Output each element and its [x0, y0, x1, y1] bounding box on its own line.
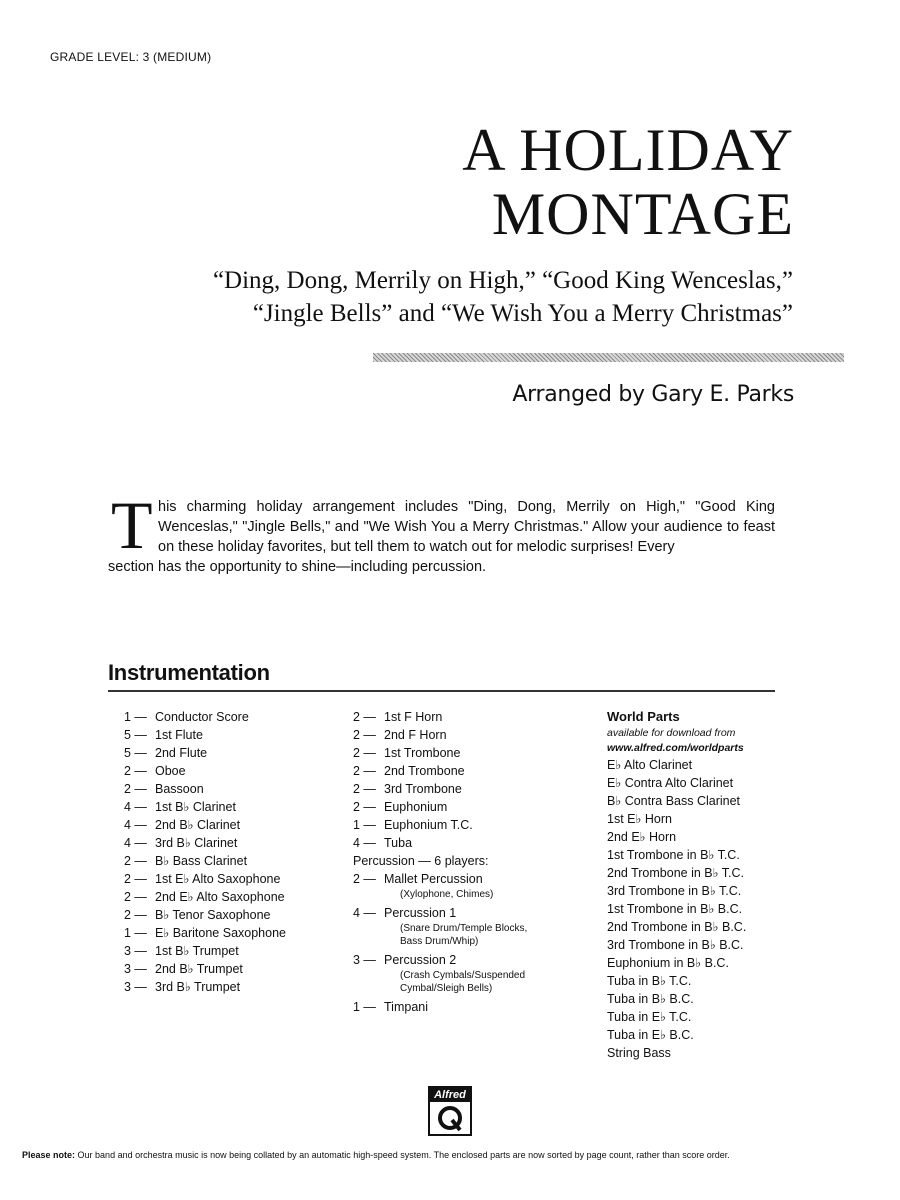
drop-cap: T	[111, 487, 153, 563]
brass-list	[353, 708, 583, 852]
world-part-item: 3rd Trombone in B♭ B.C.	[607, 938, 744, 952]
world-part-item: E♭ Contra Alto Clarinet	[607, 776, 734, 790]
logo-emblem-icon	[430, 1102, 470, 1134]
world-parts-column	[607, 708, 807, 1062]
list-item: 2 — B♭ Bass Clarinet	[124, 854, 248, 868]
instrument-detail: (Snare Drum/Temple Blocks,	[400, 923, 528, 934]
subtitle-line-1: “Ding, Dong, Merrily on High,” “Good King Wenceslas,”	[212, 267, 793, 294]
subtitle	[213, 264, 793, 330]
world-parts-list	[607, 756, 807, 1062]
instrument-detail: Cymbal/Sleigh Bells)	[400, 983, 493, 994]
footer-note	[22, 1150, 852, 1161]
title-line-1: A HOLIDAY	[462, 117, 794, 183]
list-item: 1 — Conductor Score	[124, 710, 249, 724]
world-parts-note: available for download from	[607, 727, 736, 739]
list-item: 4 — 3rd B♭ Clarinet	[124, 836, 238, 850]
world-part-item: 1st Trombone in B♭ T.C.	[607, 848, 740, 862]
percussion-label: Percussion — 6 players:	[353, 854, 489, 868]
world-part-item: 2nd Trombone in B♭ T.C.	[607, 866, 744, 880]
list-item: 2 — Euphonium	[353, 800, 448, 814]
list-item: 2 — Mallet Percussion	[353, 872, 483, 886]
list-item: 2 — 3rd Trombone	[353, 782, 462, 796]
list-item: 4 — 2nd B♭ Clarinet	[124, 818, 241, 832]
logo-wordmark: Alfred	[430, 1088, 470, 1102]
world-part-item: B♭ Contra Bass Clarinet	[607, 794, 741, 808]
footer-text: Our band and orchestra music is now being collated by an automatic high-speed system. The enclosed parts are now sorted by page count, rather than score order.	[77, 1150, 730, 1160]
world-part-item: Tuba in E♭ B.C.	[607, 1028, 694, 1042]
list-item: 3 — 1st B♭ Trumpet	[124, 944, 239, 958]
world-part-item: String Bass	[607, 1046, 671, 1060]
instrument-detail: Bass Drum/Whip)	[400, 936, 479, 947]
title-line-2: MONTAGE	[491, 181, 794, 247]
list-item: 1 — Euphonium T.C.	[353, 818, 473, 832]
list-item: 5 — 2nd Flute	[124, 746, 208, 760]
world-part-item: 2nd E♭ Horn	[607, 830, 677, 844]
arranger-credit: Arranged by Gary E. Parks	[512, 382, 794, 407]
world-part-item: Tuba in B♭ B.C.	[607, 992, 694, 1006]
world-part-item: E♭ Alto Clarinet	[607, 758, 693, 772]
world-parts-url: www.alfred.com/worldparts	[607, 742, 744, 754]
list-item: 2 — 1st Trombone	[353, 746, 461, 760]
list-item: 4 — Tuba	[353, 836, 413, 850]
list-item: 1 — E♭ Baritone Saxophone	[124, 926, 286, 940]
list-item: 1 — Timpani	[353, 1000, 428, 1014]
instrument-column-2	[353, 708, 583, 1016]
page-title	[462, 118, 794, 246]
instrumentation-heading: Instrumentation	[108, 660, 270, 685]
instrument-column-1	[124, 708, 334, 996]
list-item: 2 — 2nd F Horn	[353, 728, 447, 742]
footer-label: Please note:	[22, 1150, 76, 1160]
list-item: 2 — Bassoon	[124, 782, 204, 796]
list-item: 2 — 1st E♭ Alto Saxophone	[124, 872, 281, 886]
list-item: 2 — 2nd Trombone	[353, 764, 465, 778]
intro-body: his charming holiday arrangement includes "Ding, Dong, Merrily on High," "Good King Wenceslas," "Jingle Bells," and "We Wish You a Merry Christmas." Allow your audience to feast on these holiday favorites, but tell them to watch out for melodic surprises! Every	[158, 499, 775, 555]
list-item: 5 — 1st Flute	[124, 728, 203, 742]
intro-paragraph	[108, 487, 775, 577]
world-part-item: 2nd Trombone in B♭ B.C.	[607, 920, 747, 934]
heading-rule	[108, 690, 775, 692]
list-item: 2 — 2nd E♭ Alto Saxophone	[124, 890, 285, 904]
subtitle-line-2: “Jingle Bells” and “We Wish You a Merry Christmas”	[252, 300, 793, 327]
intro-last-line: section has the opportunity to shine—including percussion.	[108, 559, 487, 575]
world-part-item: 3rd Trombone in B♭ T.C.	[607, 884, 742, 898]
alfred-logo	[428, 1086, 472, 1136]
list-item: 3 — Percussion 2	[353, 953, 457, 967]
instrument-detail: (Crash Cymbals/Suspended	[400, 970, 526, 981]
intro-text	[108, 497, 775, 577]
world-part-item: Tuba in E♭ T.C.	[607, 1010, 692, 1024]
list-item: 3 — 2nd B♭ Trumpet	[124, 962, 243, 976]
list-item: 2 — 1st F Horn	[353, 710, 443, 724]
world-part-item: Euphonium in B♭ B.C.	[607, 956, 729, 970]
world-part-item: Tuba in B♭ T.C.	[607, 974, 692, 988]
list-item: 4 — 1st B♭ Clarinet	[124, 800, 236, 814]
world-part-item: 1st Trombone in B♭ B.C.	[607, 902, 743, 916]
list-item: 2 — B♭ Tenor Saxophone	[124, 908, 271, 922]
world-part-item: 1st E♭ Horn	[607, 812, 672, 826]
list-item: 2 — Oboe	[124, 764, 186, 778]
instrument-detail: (Xylophone, Chimes)	[400, 889, 494, 900]
decorative-hatch-rule	[373, 353, 844, 362]
world-parts-heading: World Parts	[607, 709, 680, 724]
list-item: 4 — Percussion 1	[353, 906, 457, 920]
list-item: 3 — 3rd B♭ Trumpet	[124, 980, 241, 994]
grade-level: GRADE LEVEL: 3 (MEDIUM)	[50, 50, 212, 64]
